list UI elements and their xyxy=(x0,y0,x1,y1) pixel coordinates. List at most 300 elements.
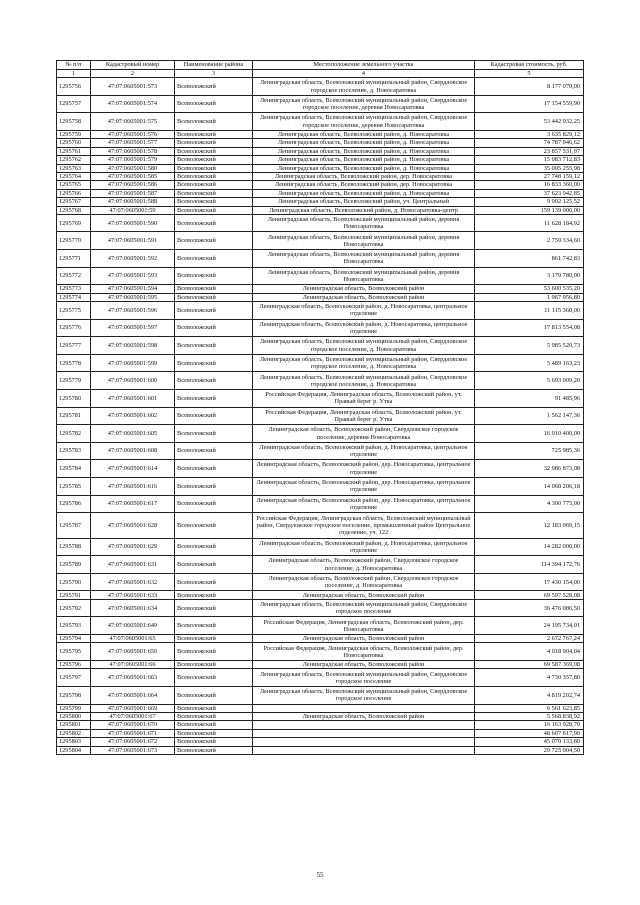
cadastral-number-cell: 47:07:0605001:608 xyxy=(91,442,175,460)
district-cell: Всеволожский xyxy=(175,687,253,705)
table-row xyxy=(57,599,584,617)
cadastral-value-cell: 48 607 617,90 xyxy=(475,729,584,737)
column-number: 5 xyxy=(475,70,584,78)
row-number-cell: 1295801 xyxy=(57,721,91,729)
column-number-row xyxy=(57,70,584,78)
cadastral-value-cell: 45 070 133,80 xyxy=(475,738,584,746)
cadastral-value-cell: 3 635 829,12 xyxy=(475,130,584,138)
district-cell: Всеволожский xyxy=(175,390,253,408)
location-cell: Ленинградская область, Всеволожский муниципальный район, деревня Новосаратовка xyxy=(253,267,475,285)
district-cell: Всеволожский xyxy=(175,172,253,180)
cadastral-number-cell: 47:07:0605001:649 xyxy=(91,617,175,635)
row-number-cell: 1295757 xyxy=(57,95,91,113)
cadastral-value-cell: 12 183 069,15 xyxy=(475,513,584,539)
district-cell: Всеволожский xyxy=(175,425,253,443)
row-number-cell: 1295764 xyxy=(57,172,91,180)
table-body xyxy=(57,78,584,755)
cadastral-number-cell: 47:07:0605001:65 xyxy=(91,635,175,643)
district-cell: Всеволожский xyxy=(175,661,253,669)
row-number-cell: 1295773 xyxy=(57,285,91,293)
cadastral-number-cell: 47:07:0605001:632 xyxy=(91,573,175,591)
table-row xyxy=(57,206,584,214)
location-cell: Ленинградская область, Всеволожский район, дер. Новосаратовка xyxy=(253,181,475,189)
row-number-cell: 1295804 xyxy=(57,746,91,754)
cadastral-value-table xyxy=(56,60,584,755)
cadastral-number-cell: 47:07:0605001:590 xyxy=(91,214,175,232)
cadastral-value-cell: 17 430 154,00 xyxy=(475,573,584,591)
district-cell: Всеволожский xyxy=(175,95,253,113)
header-row-number: № п/п xyxy=(57,61,91,70)
cadastral-value-cell: 16 010 400,00 xyxy=(475,425,584,443)
row-number-cell: 1295802 xyxy=(57,729,91,737)
row-number-cell: 1295796 xyxy=(57,661,91,669)
table-row xyxy=(57,556,584,574)
cadastral-number-cell: 47:07:0605001:671 xyxy=(91,729,175,737)
location-cell: Ленинградская область, Всеволожский район, д. Новосаратовка xyxy=(253,147,475,155)
header-cadastral-number: Кадастровый номер xyxy=(91,61,175,70)
cadastral-value-cell: 159 139 000,00 xyxy=(475,206,584,214)
cadastral-value-cell: 4 300 775,00 xyxy=(475,495,584,513)
cadastral-value-cell: 11 115 360,00 xyxy=(475,302,584,320)
row-number-cell: 1295760 xyxy=(57,139,91,147)
location-cell: Ленинградская область, Всеволожский район xyxy=(253,635,475,643)
table-row xyxy=(57,573,584,591)
district-cell: Всеволожский xyxy=(175,250,253,268)
row-number-cell: 1295778 xyxy=(57,354,91,372)
location-cell: Ленинградская область, Всеволожский район xyxy=(253,293,475,301)
cadastral-value-cell: 69 597 528,08 xyxy=(475,591,584,599)
cadastral-value-cell: 8 177 070,00 xyxy=(475,78,584,96)
row-number-cell: 1295798 xyxy=(57,687,91,705)
row-number-cell: 1295770 xyxy=(57,232,91,250)
table-row xyxy=(57,354,584,372)
table-row xyxy=(57,669,584,687)
location-cell: Ленинградская область, Всеволожский район, д. Новосаратовка, центральное отделение xyxy=(253,442,475,460)
cadastral-number-cell: 47:07:0605001:593 xyxy=(91,267,175,285)
row-number-cell: 1295797 xyxy=(57,669,91,687)
cadastral-number-cell: 47:07:0605001:592 xyxy=(91,250,175,268)
location-cell: Ленинградская область, Всеволожский район, д. Новосаратовка, центральное отделение xyxy=(253,538,475,556)
cadastral-value-cell: 1 562 147,36 xyxy=(475,407,584,425)
district-cell: Всеволожский xyxy=(175,293,253,301)
location-cell: Ленинградская область, Всеволожский муниципальный район, Свердловское городское поселение xyxy=(253,669,475,687)
header-location: Местоположение земельного участка xyxy=(253,61,475,70)
table-row xyxy=(57,425,584,443)
district-cell: Всеволожский xyxy=(175,139,253,147)
location-cell: Ленинградская область, Всеволожский муниципальный район, Свердловское городское поселение, д. Новосаратовка xyxy=(253,372,475,390)
district-cell: Всеволожский xyxy=(175,704,253,712)
cadastral-value-cell: 11 628 184,92 xyxy=(475,214,584,232)
cadastral-value-cell: 29 725 004,50 xyxy=(475,746,584,754)
table-row xyxy=(57,214,584,232)
cadastral-number-cell: 47:07:0605001:605 xyxy=(91,425,175,443)
row-number-cell: 1295777 xyxy=(57,337,91,355)
location-cell: Ленинградская область, Всеволожский муниципальный район, Свердловское городское поселение xyxy=(253,599,475,617)
row-number-cell: 1295785 xyxy=(57,477,91,495)
row-number-cell: 1295799 xyxy=(57,704,91,712)
district-cell: Всеволожский xyxy=(175,477,253,495)
location-cell: Ленинградская область, Всеволожский район xyxy=(253,591,475,599)
district-cell: Всеволожский xyxy=(175,721,253,729)
cadastral-value-cell: 2 759 334,60 xyxy=(475,232,584,250)
table-row xyxy=(57,337,584,355)
district-cell: Всеволожский xyxy=(175,738,253,746)
cadastral-number-cell: 47:07:0605001:599 xyxy=(91,354,175,372)
cadastral-number-cell: 47:07:0605001:586 xyxy=(91,181,175,189)
location-cell: Ленинградская область, Всеволожский район, дер. Новосаратовка xyxy=(253,172,475,180)
location-cell: Ленинградская область, Всеволожский район, Свердловское городское поселение, д. Новосаратовка xyxy=(253,556,475,574)
table-row xyxy=(57,390,584,408)
district-cell: Всеволожский xyxy=(175,302,253,320)
table-row xyxy=(57,477,584,495)
row-number-cell: 1295789 xyxy=(57,556,91,574)
row-number-cell: 1295786 xyxy=(57,495,91,513)
cadastral-number-cell: 47:07:0605001:672 xyxy=(91,738,175,746)
location-cell: Ленинградская область, Всеволожский район, д. Новосаратовка-центр xyxy=(253,206,475,214)
row-number-cell: 1295793 xyxy=(57,617,91,635)
district-cell: Всеволожский xyxy=(175,669,253,687)
table-row xyxy=(57,704,584,712)
row-number-cell: 1295784 xyxy=(57,460,91,478)
table-row xyxy=(57,172,584,180)
table-row xyxy=(57,460,584,478)
table-row xyxy=(57,738,584,746)
cadastral-number-cell: 47:07:0605001:59 xyxy=(91,206,175,214)
location-cell: Ленинградская область, Всеволожский район, дер. Новосаратовка, центральное отделение xyxy=(253,495,475,513)
table-row xyxy=(57,250,584,268)
cadastral-number-cell: 47:07:0605001:585 xyxy=(91,172,175,180)
row-number-cell: 1295772 xyxy=(57,267,91,285)
cadastral-value-cell: 37 623 942,85 xyxy=(475,189,584,197)
district-cell: Всеволожский xyxy=(175,206,253,214)
district-cell: Всеволожский xyxy=(175,460,253,478)
row-number-cell: 1295791 xyxy=(57,591,91,599)
district-cell: Всеволожский xyxy=(175,712,253,720)
cadastral-value-cell: 5 489 163,23 xyxy=(475,354,584,372)
location-cell: Российская Федерация, Ленинградская область, Всеволожский район, дер. Новосаратовка xyxy=(253,643,475,661)
cadastral-value-cell: 5 985 520,73 xyxy=(475,337,584,355)
location-cell: Ленинградская область, Всеволожский муниципальный район, Свердловское городское поселение xyxy=(253,687,475,705)
row-number-cell: 1295792 xyxy=(57,599,91,617)
location-cell: Ленинградская область, Всеволожский муниципальный район, Свердловское городское поселение, деревня Новосаратовка xyxy=(253,113,475,131)
district-cell: Всеволожский xyxy=(175,746,253,754)
location-cell: Ленинградская область, Всеволожский район, д. Новосаратовка xyxy=(253,189,475,197)
location-cell: Ленинградская область, Всеволожский район, дер. Новосаратовка, центральное отделение xyxy=(253,477,475,495)
location-cell: Российская Федерация, Ленинградская область, Всеволожский район, дер. Новосаратовка xyxy=(253,617,475,635)
cadastral-number-cell: 47:07:0605001:573 xyxy=(91,78,175,96)
district-cell: Всеволожский xyxy=(175,354,253,372)
table-row xyxy=(57,442,584,460)
table-row xyxy=(57,113,584,131)
cadastral-value-cell: 36 476 086,50 xyxy=(475,599,584,617)
row-number-cell: 1295775 xyxy=(57,302,91,320)
district-cell: Всеволожский xyxy=(175,573,253,591)
table-row xyxy=(57,591,584,599)
cadastral-value-cell: 15 083 712,83 xyxy=(475,156,584,164)
table-row xyxy=(57,513,584,539)
cadastral-value-cell: 16 163 928,70 xyxy=(475,721,584,729)
cadastral-number-cell: 47:07:0605001:669 xyxy=(91,704,175,712)
district-cell: Всеволожский xyxy=(175,267,253,285)
cadastral-value-cell: 725 985,36 xyxy=(475,442,584,460)
row-number-cell: 1295766 xyxy=(57,189,91,197)
table-row xyxy=(57,661,584,669)
table-row xyxy=(57,293,584,301)
district-cell: Всеволожский xyxy=(175,407,253,425)
cadastral-value-cell: 9 902 125,52 xyxy=(475,198,584,206)
cadastral-number-cell: 47:07:0605001:629 xyxy=(91,538,175,556)
page-number: 55 xyxy=(316,871,324,879)
row-number-cell: 1295758 xyxy=(57,113,91,131)
cadastral-number-cell: 47:07:0605001:579 xyxy=(91,156,175,164)
cadastral-number-cell: 47:07:0605001:631 xyxy=(91,556,175,574)
row-number-cell: 1295800 xyxy=(57,712,91,720)
table-row xyxy=(57,319,584,337)
cadastral-number-cell: 47:07:0605001:634 xyxy=(91,599,175,617)
table-row xyxy=(57,746,584,754)
cadastral-value-cell: 1 967 956,80 xyxy=(475,293,584,301)
cadastral-value-cell: 17 154 559,90 xyxy=(475,95,584,113)
location-cell: Российская Федерация, Ленинградская область, Всеволожский район, ут. Правый берег р. Утка xyxy=(253,390,475,408)
district-cell: Всеволожский xyxy=(175,214,253,232)
cadastral-number-cell: 47:07:0605001:601 xyxy=(91,390,175,408)
district-cell: Всеволожский xyxy=(175,78,253,96)
table-row xyxy=(57,189,584,197)
location-cell: Ленинградская область, Всеволожский район xyxy=(253,712,475,720)
cadastral-value-cell: 114 394 172,76 xyxy=(475,556,584,574)
row-number-cell: 1295756 xyxy=(57,78,91,96)
row-number-cell: 1295761 xyxy=(57,147,91,155)
cadastral-number-cell: 47:07:0605001:598 xyxy=(91,337,175,355)
district-cell: Всеволожский xyxy=(175,538,253,556)
district-cell: Всеволожский xyxy=(175,556,253,574)
cadastral-number-cell: 47:07:0605001:577 xyxy=(91,139,175,147)
cadastral-number-cell: 47:07:0605001:574 xyxy=(91,95,175,113)
row-number-cell: 1295782 xyxy=(57,425,91,443)
cadastral-value-cell: 24 195 734,01 xyxy=(475,617,584,635)
row-number-cell: 1295774 xyxy=(57,293,91,301)
row-number-cell: 1295794 xyxy=(57,635,91,643)
cadastral-number-cell: 47:07:0605001:587 xyxy=(91,189,175,197)
district-cell: Всеволожский xyxy=(175,337,253,355)
table-row xyxy=(57,130,584,138)
table-row xyxy=(57,156,584,164)
row-number-cell: 1295763 xyxy=(57,164,91,172)
location-cell: Ленинградская область, Всеволожский муниципальный район, Свердловское городское поселение, д. Новосаратовка xyxy=(253,78,475,96)
district-cell: Всеволожский xyxy=(175,591,253,599)
district-cell: Всеволожский xyxy=(175,599,253,617)
column-number: 3 xyxy=(175,70,253,78)
column-number: 2 xyxy=(91,70,175,78)
district-cell: Всеволожский xyxy=(175,643,253,661)
row-number-cell: 1295767 xyxy=(57,198,91,206)
cadastral-number-cell: 47:07:0605001:66 xyxy=(91,661,175,669)
cadastral-value-cell: 35 005 255,98 xyxy=(475,164,584,172)
location-cell: Ленинградская область, Всеволожский муниципальный район, Свердловское городское поселение, д. Новосаратовка xyxy=(253,354,475,372)
district-cell: Всеволожский xyxy=(175,189,253,197)
cadastral-number-cell: 47:07:0605001:670 xyxy=(91,721,175,729)
district-cell: Всеволожский xyxy=(175,181,253,189)
header-cadastral-value: Кадастровая стоимость, руб. xyxy=(475,61,584,70)
district-cell: Всеволожский xyxy=(175,319,253,337)
cadastral-number-cell: 47:07:0605001:650 xyxy=(91,643,175,661)
cadastral-number-cell: 47:07:0605001:633 xyxy=(91,591,175,599)
cadastral-value-cell: 14 068 206,18 xyxy=(475,477,584,495)
table-row xyxy=(57,164,584,172)
cadastral-value-cell: 32 986 873,08 xyxy=(475,460,584,478)
table-row xyxy=(57,147,584,155)
row-number-cell: 1295776 xyxy=(57,319,91,337)
location-cell: Ленинградская область, Всеволожский район, д. Новосаратовка, центральное отделение xyxy=(253,319,475,337)
cadastral-value-cell: 17 813 554,08 xyxy=(475,319,584,337)
row-number-cell: 1295759 xyxy=(57,130,91,138)
cadastral-number-cell: 47:07:0605001:600 xyxy=(91,372,175,390)
table-row xyxy=(57,687,584,705)
location-cell: Ленинградская область, Всеволожский район, д. Новосаратовка xyxy=(253,139,475,147)
column-number: 1 xyxy=(57,70,91,78)
district-cell: Всеволожский xyxy=(175,164,253,172)
district-cell: Всеволожский xyxy=(175,156,253,164)
cadastral-value-cell: 5 568 838,92 xyxy=(475,712,584,720)
cadastral-value-cell: 53 442 932,25 xyxy=(475,113,584,131)
table-row xyxy=(57,635,584,643)
table-row xyxy=(57,302,584,320)
cadastral-number-cell: 47:07:0605001:588 xyxy=(91,198,175,206)
table-row xyxy=(57,643,584,661)
cadastral-number-cell: 47:07:0605001:663 xyxy=(91,669,175,687)
district-cell: Всеволожский xyxy=(175,617,253,635)
cadastral-value-cell: 69 587 369,08 xyxy=(475,661,584,669)
location-cell: Ленинградская область, Всеволожский муниципальный район, Свердловское городское поселение, д. Новосаратовка xyxy=(253,337,475,355)
cadastral-number-cell: 47:07:0605001:595 xyxy=(91,293,175,301)
table-row xyxy=(57,495,584,513)
cadastral-value-cell: 4 819 202,74 xyxy=(475,687,584,705)
table-row xyxy=(57,538,584,556)
row-number-cell: 1295762 xyxy=(57,156,91,164)
location-cell: Ленинградская область, Всеволожский район, дер. Новосаратовка, центральное отделение xyxy=(253,460,475,478)
location-cell: Ленинградская область, Всеволожский район, д. Новосаратовка, центральное отделение xyxy=(253,302,475,320)
table-row xyxy=(57,232,584,250)
cadastral-value-cell: 74 787 946,62 xyxy=(475,139,584,147)
location-cell xyxy=(253,704,475,712)
row-number-cell: 1295781 xyxy=(57,407,91,425)
district-cell: Всеволожский xyxy=(175,495,253,513)
row-number-cell: 1295771 xyxy=(57,250,91,268)
cadastral-value-cell: 27 748 159,12 xyxy=(475,172,584,180)
district-cell: Всеволожский xyxy=(175,113,253,131)
location-cell xyxy=(253,738,475,746)
cadastral-value-cell: 5 693 009,20 xyxy=(475,372,584,390)
table-header-row xyxy=(57,61,584,70)
district-cell: Всеволожский xyxy=(175,729,253,737)
table-row xyxy=(57,372,584,390)
district-cell: Всеволожский xyxy=(175,513,253,539)
location-cell: Российская Федерация, Ленинградская область, Всеволожский район, ут. Правый берег р. Утка xyxy=(253,407,475,425)
cadastral-number-cell: 47:07:0605001:597 xyxy=(91,319,175,337)
column-number: 4 xyxy=(253,70,475,78)
location-cell: Российская Федерация, Ленинградская область, Всеволожский муниципальный район, Свердловское городское поселение, промышленный район Центральное отделение, уч. 122 xyxy=(253,513,475,539)
location-cell xyxy=(253,721,475,729)
location-cell: Ленинградская область, Всеволожский район xyxy=(253,661,475,669)
row-number-cell: 1295765 xyxy=(57,181,91,189)
location-cell: Ленинградская область, Всеволожский муниципальный район, деревня Новосаратовка xyxy=(253,250,475,268)
cadastral-number-cell: 47:07:0605001:614 xyxy=(91,460,175,478)
location-cell: Ленинградская область, Всеволожский район, д. Новосаратовка xyxy=(253,130,475,138)
cadastral-value-cell: 53 600 535,20 xyxy=(475,285,584,293)
cadastral-number-cell: 47:07:0605001:617 xyxy=(91,495,175,513)
location-cell: Ленинградская область, Всеволожский муниципальный район, деревня Новосаратовка xyxy=(253,232,475,250)
row-number-cell: 1295768 xyxy=(57,206,91,214)
row-number-cell: 1295787 xyxy=(57,513,91,539)
cadastral-value-cell: 6 561 623,85 xyxy=(475,704,584,712)
district-cell: Всеволожский xyxy=(175,442,253,460)
table-row xyxy=(57,78,584,96)
row-number-cell: 1295788 xyxy=(57,538,91,556)
table-row xyxy=(57,285,584,293)
district-cell: Всеволожский xyxy=(175,232,253,250)
location-cell: Ленинградская область, Всеволожский район, д. Новосаратовка xyxy=(253,164,475,172)
row-number-cell: 1295779 xyxy=(57,372,91,390)
header-district-name: Наименование района xyxy=(175,61,253,70)
cadastral-number-cell: 47:07:0605001:596 xyxy=(91,302,175,320)
cadastral-number-cell: 47:07:0605001:578 xyxy=(91,147,175,155)
location-cell xyxy=(253,746,475,754)
row-number-cell: 1295769 xyxy=(57,214,91,232)
row-number-cell: 1295795 xyxy=(57,643,91,661)
district-cell: Всеволожский xyxy=(175,198,253,206)
table-row xyxy=(57,181,584,189)
cadastral-value-cell: 861 742,83 xyxy=(475,250,584,268)
table-row xyxy=(57,407,584,425)
location-cell: Ленинградская область, Всеволожский район, Свердловское городское поселение, д. Новосаратовка xyxy=(253,573,475,591)
location-cell: Ленинградская область, Всеволожский район, д. Новосаратовка xyxy=(253,156,475,164)
table-row xyxy=(57,139,584,147)
row-number-cell: 1295783 xyxy=(57,442,91,460)
location-cell: Ленинградская область, Всеволожский район, уч. Центральный xyxy=(253,198,475,206)
cadastral-value-cell: 2 672 767,24 xyxy=(475,635,584,643)
cadastral-value-cell: 23 857 531,97 xyxy=(475,147,584,155)
cadastral-value-cell: 4 730 357,80 xyxy=(475,669,584,687)
cadastral-value-cell: 16 833 360,00 xyxy=(475,181,584,189)
cadastral-number-cell: 47:07:0605001:673 xyxy=(91,746,175,754)
row-number-cell: 1295790 xyxy=(57,573,91,591)
table-row xyxy=(57,617,584,635)
cadastral-number-cell: 47:07:0605001:664 xyxy=(91,687,175,705)
district-cell: Всеволожский xyxy=(175,372,253,390)
district-cell: Всеволожский xyxy=(175,147,253,155)
cadastral-value-cell: 3 179 780,00 xyxy=(475,267,584,285)
table-row xyxy=(57,729,584,737)
table-row xyxy=(57,198,584,206)
cadastral-number-cell: 47:07:0605001:576 xyxy=(91,130,175,138)
cadastral-number-cell: 47:07:0605001:591 xyxy=(91,232,175,250)
location-cell: Ленинградская область, Всеволожский район xyxy=(253,285,475,293)
cadastral-value-cell: 4 018 904,04 xyxy=(475,643,584,661)
location-cell xyxy=(253,729,475,737)
table-row xyxy=(57,712,584,720)
cadastral-value-cell: 14 282 000,00 xyxy=(475,538,584,556)
row-number-cell: 1295780 xyxy=(57,390,91,408)
cadastral-number-cell: 47:07:0605001:628 xyxy=(91,513,175,539)
location-cell: Ленинградская область, Всеволожский муниципальный район, деревня Новосаратовка xyxy=(253,214,475,232)
district-cell: Всеволожский xyxy=(175,635,253,643)
location-cell: Ленинградская область, Всеволожский муниципальный район, Свердловское городское поселение, деревня Новосаратовка xyxy=(253,95,475,113)
table-row xyxy=(57,721,584,729)
table-row xyxy=(57,267,584,285)
cadastral-number-cell: 47:07:0605001:580 xyxy=(91,164,175,172)
cadastral-number-cell: 47:07:0605001:594 xyxy=(91,285,175,293)
cadastral-value-cell: 91 485,96 xyxy=(475,390,584,408)
